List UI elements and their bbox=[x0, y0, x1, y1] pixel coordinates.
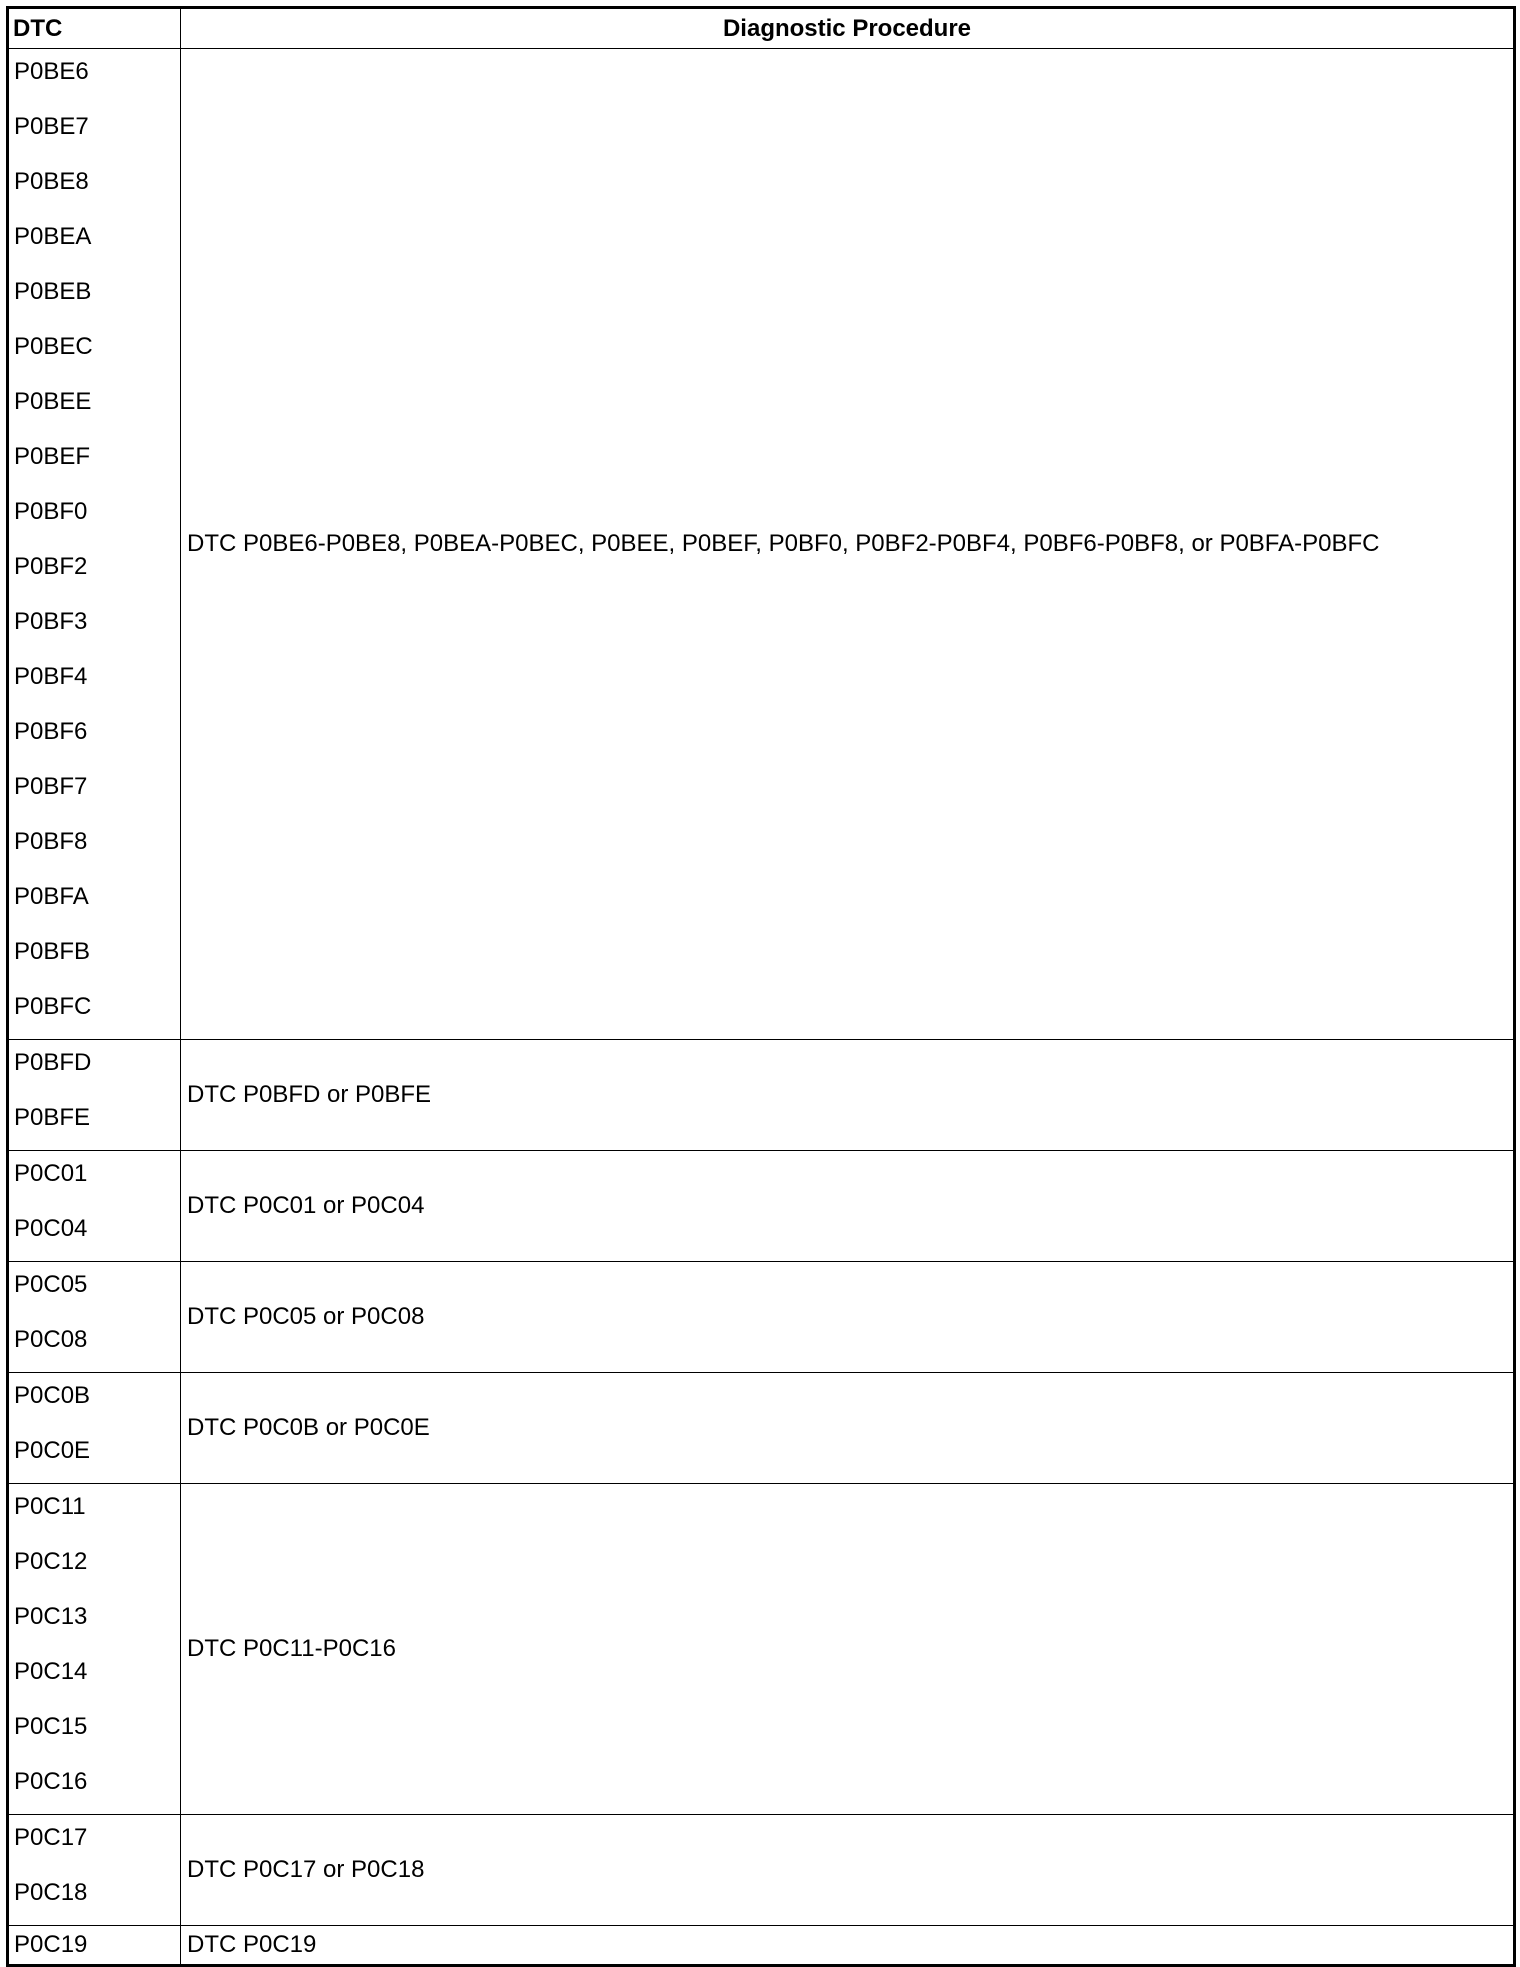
dtc-code: P0C18 bbox=[14, 1879, 88, 1906]
dtc-code-cell bbox=[8, 1262, 181, 1373]
dtc-code: P0C04 bbox=[14, 1215, 88, 1242]
dtc-code: P0BEC bbox=[14, 333, 93, 360]
diagnostic-procedure-link[interactable]: DTC P0C17 or P0C18 bbox=[181, 1815, 1515, 1926]
table-row bbox=[8, 49, 1515, 1040]
diagnostic-procedure-link[interactable]: DTC P0C01 or P0C04 bbox=[181, 1151, 1515, 1262]
dtc-code: P0BF3 bbox=[14, 608, 88, 635]
dtc-code: P0BFE bbox=[14, 1104, 91, 1131]
dtc-code: P0C01 bbox=[14, 1160, 88, 1187]
procedure-column-header: Diagnostic Procedure bbox=[181, 8, 1515, 49]
table-row bbox=[8, 1926, 1515, 1966]
dtc-code: P0C05 bbox=[14, 1271, 88, 1298]
dtc-code: P0BFA bbox=[14, 883, 89, 910]
dtc-code: P0BEA bbox=[14, 223, 92, 250]
table-row bbox=[8, 1373, 1515, 1484]
dtc-code: P0BE8 bbox=[14, 168, 89, 195]
table-row bbox=[8, 1484, 1515, 1815]
diagnostic-procedure-link[interactable]: DTC P0C0B or P0C0E bbox=[181, 1373, 1515, 1484]
dtc-code: P0BF4 bbox=[14, 663, 88, 690]
dtc-code: P0BF7 bbox=[14, 773, 88, 800]
dtc-code: P0BE6 bbox=[14, 58, 89, 85]
dtc-code: P0C16 bbox=[14, 1768, 88, 1795]
dtc-code: P0BFD bbox=[14, 1049, 92, 1076]
dtc-code: P0BEB bbox=[14, 278, 92, 305]
dtc-code: P0BF8 bbox=[14, 828, 88, 855]
table-row bbox=[8, 1040, 1515, 1151]
dtc-code: P0C14 bbox=[14, 1658, 88, 1685]
dtc-code: P0BFC bbox=[14, 993, 92, 1020]
table-row bbox=[8, 1815, 1515, 1926]
dtc-code-cell bbox=[8, 1040, 181, 1151]
dtc-code: P0C17 bbox=[14, 1824, 88, 1851]
dtc-code-cell bbox=[8, 1484, 181, 1815]
dtc-code: P0BE7 bbox=[14, 113, 89, 140]
dtc-code: P0BF2 bbox=[14, 553, 88, 580]
dtc-code-cell bbox=[8, 1373, 181, 1484]
dtc-code: P0C19 bbox=[14, 1931, 88, 1958]
dtc-code: P0BF6 bbox=[14, 718, 88, 745]
dtc-code-cell bbox=[8, 1151, 181, 1262]
dtc-code: P0C08 bbox=[14, 1326, 88, 1353]
diagnostic-procedure-link[interactable]: DTC P0C05 or P0C08 bbox=[181, 1262, 1515, 1373]
dtc-table bbox=[6, 6, 1516, 1967]
diagnostic-procedure-link[interactable]: DTC P0C19 bbox=[181, 1926, 1515, 1966]
table-header-row bbox=[8, 8, 1515, 49]
dtc-code: P0BEF bbox=[14, 443, 91, 470]
dtc-code: P0C11 bbox=[14, 1493, 86, 1520]
dtc-code: P0C0B bbox=[14, 1382, 91, 1409]
dtc-code: P0BEE bbox=[14, 388, 92, 415]
dtc-code: P0BFB bbox=[14, 938, 91, 965]
diagnostic-procedure-link[interactable]: DTC P0BFD or P0BFE bbox=[181, 1040, 1515, 1151]
diagnostic-procedure-link[interactable]: DTC P0C11-P0C16 bbox=[181, 1484, 1515, 1815]
dtc-code-cell bbox=[8, 1815, 181, 1926]
dtc-code-cell bbox=[8, 49, 181, 1040]
diagnostic-procedure-link[interactable]: DTC P0BE6-P0BE8, P0BEA-P0BEC, P0BEE, P0BEF, P0BF0, P0BF2-P0BF4, P0BF6-P0BF8, or P0BFA-P0BFC bbox=[181, 49, 1515, 1040]
dtc-column-header: DTC bbox=[8, 8, 181, 49]
dtc-code: P0BF0 bbox=[14, 498, 88, 525]
dtc-code: P0C12 bbox=[14, 1548, 88, 1575]
dtc-code-cell bbox=[8, 1926, 181, 1966]
table-row bbox=[8, 1262, 1515, 1373]
dtc-code: P0C13 bbox=[14, 1603, 88, 1630]
dtc-code: P0C0E bbox=[14, 1437, 91, 1464]
dtc-code: P0C15 bbox=[14, 1713, 88, 1740]
table-row bbox=[8, 1151, 1515, 1262]
